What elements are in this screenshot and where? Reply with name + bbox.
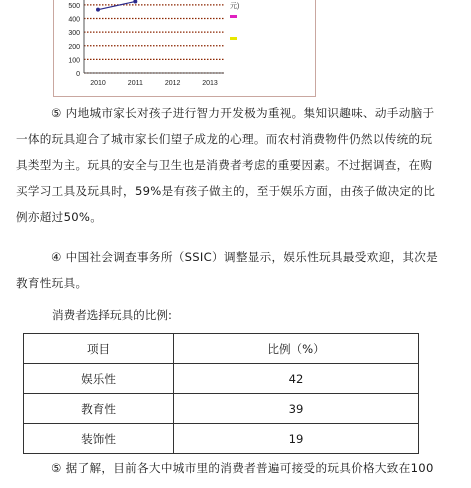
- x-tick-label: 2012: [164, 80, 181, 87]
- table-header-cell: 项目: [24, 334, 174, 364]
- y-tick-label: 0: [76, 71, 80, 78]
- series-point: [96, 8, 100, 12]
- y-tick-label: 300: [68, 30, 80, 38]
- paragraph-line: ⑤ 据了解，目前各大中城市里的消费者普遍可接受的玩具价格大致在100: [51, 461, 434, 475]
- x-tick-label: 2010: [90, 80, 106, 87]
- paragraph-line: 一体的玩具迎合了城市家长们望子成龙的心理。而农村消费物件仍然以传统的玩: [16, 132, 433, 146]
- paragraph-line: 买学习工具及玩具时，59%是有孩子做主的，至于娱乐方面，由孩子做决定的比: [16, 184, 436, 198]
- table-cell: 娱乐性: [24, 364, 174, 394]
- legend-marker: [230, 15, 237, 18]
- paragraph-parental-development: [14, 100, 466, 230]
- paragraph-line: 例亦超过50%。: [16, 210, 103, 224]
- table-row: [24, 424, 419, 454]
- table-cell: 装饰性: [24, 424, 174, 454]
- paragraph-line: 教育性玩具。: [16, 276, 88, 290]
- y-tick-label: 500: [68, 2, 80, 10]
- legend-partial-text: 元): [230, 3, 240, 10]
- legend-marker: [230, 37, 237, 40]
- series-point: [133, 0, 137, 3]
- table-cell: 42: [174, 364, 419, 394]
- paragraph-line: ④ 中国社会调查事务所（SSIC）调整显示，娱乐性玩具最受欢迎，其次是: [51, 250, 439, 264]
- table-caption: 消费者选择玩具的比例:: [52, 308, 172, 322]
- table-cell: 19: [174, 424, 419, 454]
- table-row: [24, 394, 419, 424]
- paragraph-ssic-survey: [14, 244, 466, 296]
- table-cell: 39: [174, 394, 419, 424]
- y-tick-label: 100: [68, 57, 80, 65]
- x-tick-label: 2011: [127, 80, 143, 87]
- series-line: [98, 1, 135, 9]
- table-cell: 教育性: [24, 394, 174, 424]
- table-header-row: [24, 334, 419, 364]
- line-chart-frame: [53, 0, 316, 97]
- toy-preference-table: [23, 333, 419, 454]
- table-header-cell: 比例（%）: [174, 334, 419, 364]
- x-tick-label: 2013: [202, 80, 218, 87]
- line-chart: [54, 0, 315, 96]
- paragraph-line: 具类型为主。玩具的安全与卫生也是消费者考虑的重要因素。不过据调查，在购: [16, 158, 433, 172]
- table-row: [24, 364, 419, 394]
- paragraph-line: ⑤ 内地城市家长对孩子进行智力开发极为重视。集知识趣味、动手动脑于: [51, 106, 435, 120]
- y-tick-label: 400: [68, 16, 80, 24]
- y-tick-label: 200: [68, 43, 80, 51]
- paragraph-price-range: [14, 455, 466, 481]
